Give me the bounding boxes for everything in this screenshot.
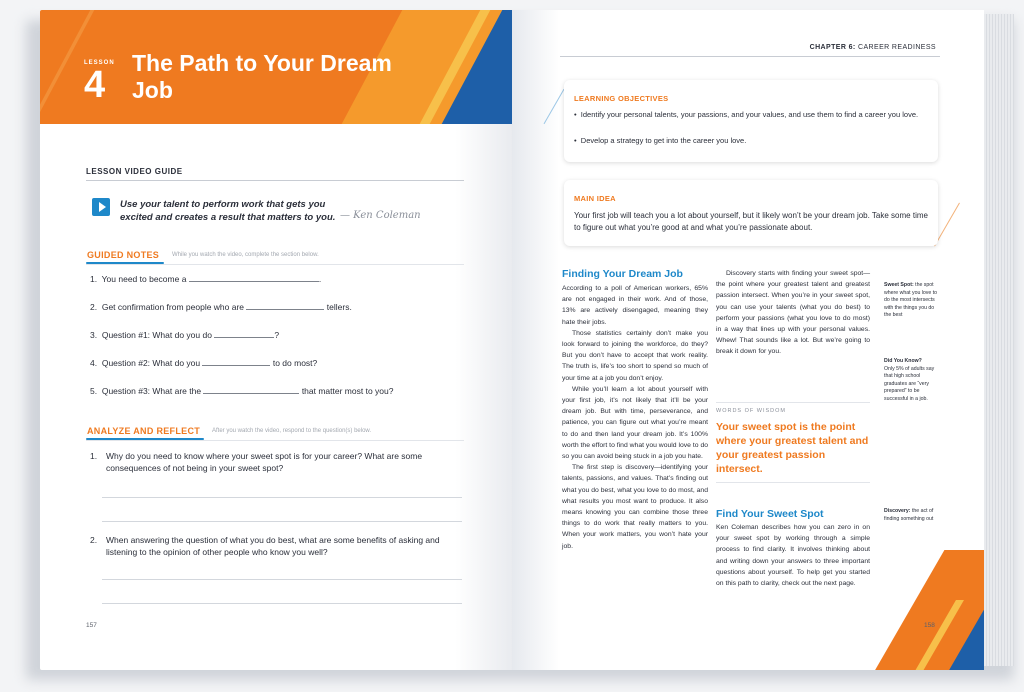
- answer-line[interactable]: [102, 497, 462, 498]
- answer-blank[interactable]: [214, 328, 274, 338]
- answer-blank[interactable]: [189, 272, 319, 282]
- answer-blank[interactable]: [246, 300, 324, 310]
- answer-blank[interactable]: [203, 384, 299, 394]
- objective-bullet: • Develop a strategy to get into the career you love.: [574, 136, 747, 145]
- sidebar-definition-discovery: Discovery: the act of finding something out: [884, 508, 934, 522]
- answer-line[interactable]: [102, 579, 462, 580]
- finding-column: According to a poll of American workers, 65% are not engaged in their work. And of those, 13% are actively disengaged, meaning they hate their jobs. Those statistics certainly don’t make you look forward to joining the workforce, do they? But you don’t have to accept that work reality. The truth is, life’s too short to spend so much of your time at a job you don’t enjoy. While you’ll learn a lot about yourself with your first job, it’s not likely that it’ll be your dream job. But with time, perseverance, and patience, you can figure out what you’re meant to do and then land your dream job. It’s 100% worth the effort to find what you would love to do so you can avoid being stuck in a job you hate. The first step is discovery—identifying your talents, passions, and values. That’s finding out what you do best, what you love to do most, and what results you most want to produce. It also means knowing you can combine those three things to do work that really matters to you. When your work matters, you won’t hate your job.: [562, 285, 708, 550]
- guided-notes-heading: GUIDED NOTES: [87, 250, 160, 260]
- objectives-heading: LEARNING OBJECTIVES: [574, 94, 669, 103]
- video-guide-heading: LESSON VIDEO GUIDE: [86, 167, 183, 176]
- learning-objectives-box: [564, 80, 938, 162]
- divider: [560, 56, 940, 57]
- quote-signature: — Ken Coleman: [340, 210, 421, 221]
- analyze-hint: After you watch the video, respond to the question(s) below.: [212, 428, 372, 434]
- main-idea-box: [564, 180, 938, 246]
- guided-notes-hint: While you watch the video, complete the section below.: [172, 252, 319, 258]
- video-quote: Use your talent to perform work that gets you excited and creates a result that matters to you.: [120, 199, 336, 223]
- main-idea-text: Your first job will teach you a lot about yourself, but it likely won’t be your dream job. Take some time to figure out what you’re good at and what you’re passionate about.: [574, 211, 928, 232]
- finding-heading: Finding Your Dream Job: [562, 268, 683, 280]
- page-number-right: 158: [924, 622, 935, 629]
- sidebar-definition-sweet-spot: Sweet Spot: the spot where what you love to do the most intersects with the things you do the best: [884, 282, 938, 319]
- answer-blank[interactable]: [202, 356, 270, 366]
- discovery-paragraph: Discovery starts with finding your sweet spot—the point where your greatest talent and greatest passion intersect. When you’re in your sweet spot, you can use your talents (what you do best) to perform your passions (what you love to do most) in a way that lines up with your personal values. Whew! That sounds like a lot. But we’re going to break it down for you.: [716, 270, 870, 356]
- sweet-spot-paragraph: Ken Coleman describes how you can zero in on your sweet spot by working through a simple process to find clarity. It involves thinking about and writing down your answers to three important questions about yourself. To help get you started on this path to clarity, check out the next page.: [716, 524, 870, 588]
- video-icon: [92, 198, 110, 216]
- sweet-spot-heading: Find Your Sweet Spot: [716, 508, 824, 520]
- list-item: 1. You need to become a .: [90, 274, 322, 284]
- lesson-number: 4: [84, 64, 106, 106]
- main-idea-heading: MAIN IDEA: [574, 194, 616, 203]
- left-page: [40, 10, 512, 670]
- lesson-title: The Path to Your Dream Job: [132, 50, 392, 103]
- wisdom-quote: Your sweet spot is the point where your greatest talent and your greatest passion intersect.: [716, 421, 869, 475]
- question-item: 1. Why do you need to know where your sweet spot is for your career? What are some consequences of not being in your sweet spot?: [90, 451, 423, 473]
- answer-line[interactable]: [102, 521, 462, 522]
- list-item: 4. Question #2: What do you to do most?: [90, 358, 318, 368]
- objective-bullet: • Identify your personal talents, your passions, and your values, and use them to find a career you love.: [574, 110, 919, 119]
- lesson-banner: [40, 10, 512, 124]
- sidebar-did-you-know: Did You Know? Only 5% of adults say that high school graduates are “very prepared” to be successful in a job.: [884, 358, 935, 402]
- chapter-header: CHAPTER 6: CAREER READINESS: [809, 44, 936, 51]
- wisdom-label: WORDS OF WISDOM: [716, 408, 786, 414]
- list-item: 5. Question #3: What are the that matter most to you?: [90, 386, 394, 396]
- list-item: 2. Get confirmation from people who are tellers.: [90, 302, 352, 312]
- right-page: [512, 10, 984, 670]
- answer-line[interactable]: [102, 603, 462, 604]
- divider: [86, 180, 464, 181]
- analyze-heading: ANALYZE AND REFLECT: [87, 426, 201, 436]
- page-edges: [984, 14, 1014, 666]
- lesson-label: LESSON: [84, 60, 115, 66]
- page-number-left: 157: [86, 622, 97, 629]
- question-item: 2. When answering the question of what you do best, what are some benefits of asking and listening to the opinion of other people who know you well?: [90, 535, 440, 557]
- list-item: 3. Question #1: What do you do ?: [90, 330, 280, 340]
